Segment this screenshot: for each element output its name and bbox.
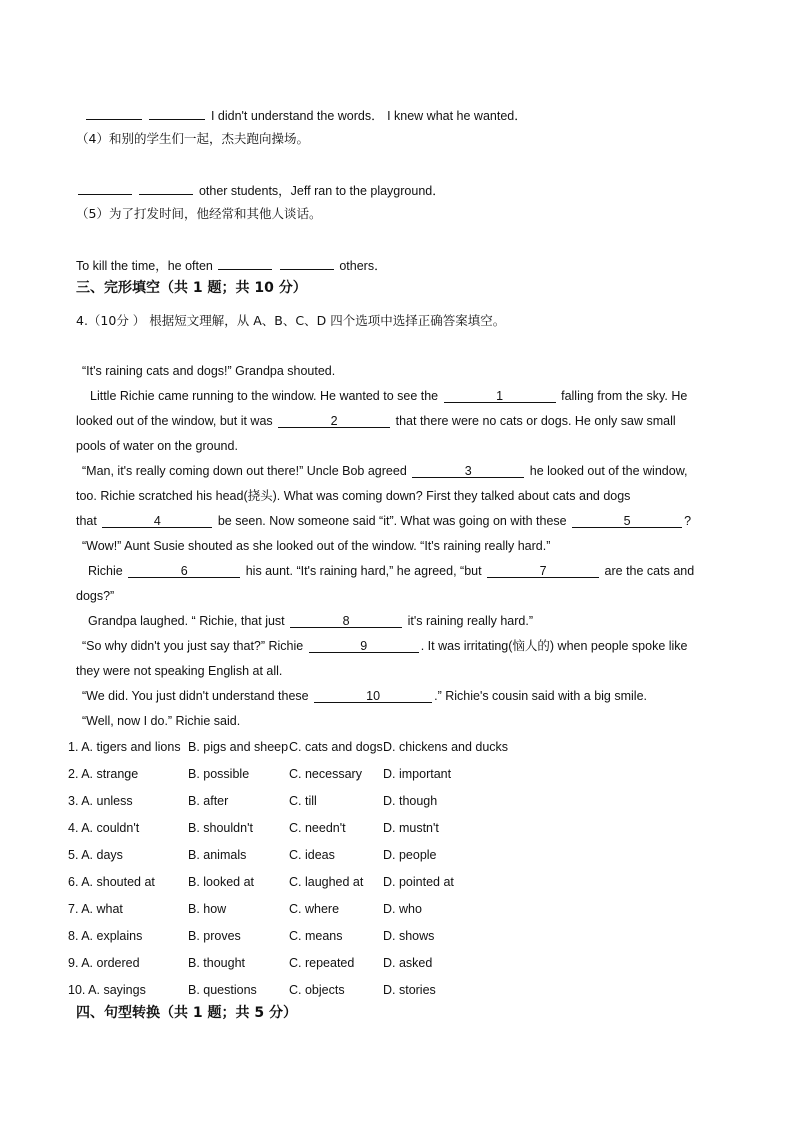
sentence-text: others． xyxy=(339,259,387,273)
cloze-blank-10[interactable]: 10 xyxy=(314,689,432,703)
option-1-B[interactable]: B. pigs and sheep xyxy=(188,740,289,754)
option-5-C[interactable]: C. ideas xyxy=(289,848,335,862)
option-7-C[interactable]: C. where xyxy=(289,902,340,916)
passage-line: “We did. You just didn't understand these 10 .” Richie's cousin said with a big smile. xyxy=(82,689,647,703)
passage-line: looked out of the window, but it was 2 that there were no cats or dogs. He only saw small xyxy=(76,414,676,428)
option-7-D[interactable]: D. who xyxy=(383,902,422,916)
sentence-text: To kill the time，he often xyxy=(76,259,213,273)
sentence-text: I didn't understand the words． I knew what he wanted． xyxy=(210,109,527,123)
passage-line: pools of water on the ground. xyxy=(76,439,238,453)
passage-line: “Well, now I do.” Richie said. xyxy=(82,714,241,728)
option-5-B[interactable]: B. animals xyxy=(188,848,247,862)
option-1-D[interactable]: D. chickens and ducks xyxy=(383,740,509,754)
option-2-A[interactable]: 2. A. strange xyxy=(68,767,139,781)
option-3-A[interactable]: 3. A. unless xyxy=(68,794,133,808)
passage-line: Grandpa laughed. “ Richie, that just 8 it's raining really hard.” xyxy=(88,614,533,628)
option-9-D[interactable]: D. asked xyxy=(383,956,433,970)
option-2-B[interactable]: B. possible xyxy=(188,767,250,781)
option-10-C[interactable]: C. objects xyxy=(289,983,345,997)
option-1-C[interactable]: C. cats and dogs xyxy=(289,740,383,754)
option-10-B[interactable]: B. questions xyxy=(188,983,257,997)
option-2-D[interactable]: D. important xyxy=(383,767,452,781)
prompt-4: （4）和别的学生们一起，杰夫跑向操场。 xyxy=(76,131,309,146)
sentence-text: other students，Jeff ran to the playground． xyxy=(198,184,445,198)
cloze-blank-9[interactable]: 9 xyxy=(309,639,419,653)
passage-line: Little Richie came running to the window. He wanted to see the 1 falling from the sky. He xyxy=(90,389,688,403)
passage-line: “Man, it's really coming down out there!” Uncle Bob agreed 3 he looked out of the window, xyxy=(82,464,688,478)
section-title-4: 四、句型转换（共 1 题；共 5 分） xyxy=(76,1005,297,1021)
passage-line: that 4 be seen. Now someone said “it”. What was going on with these 5 ? xyxy=(76,514,692,528)
cloze-blank-7[interactable]: 7 xyxy=(487,564,599,578)
answer-line-3 xyxy=(84,106,527,124)
option-6-A[interactable]: 6. A. shouted at xyxy=(68,875,155,889)
option-1-A[interactable]: 1. A. tigers and lions xyxy=(68,740,181,754)
option-10-A[interactable]: 10. A. sayings xyxy=(68,983,146,997)
passage-line: too. Richie scratched his head(挠头). What was coming down? First they talked about cats and dogs xyxy=(76,489,631,503)
passage-line: they were not speaking English at all. xyxy=(76,664,283,678)
cloze-blank-1[interactable]: 1 xyxy=(444,389,556,403)
option-8-D[interactable]: D. shows xyxy=(383,929,435,943)
option-7-B[interactable]: B. how xyxy=(188,902,227,916)
option-4-D[interactable]: D. mustn't xyxy=(383,821,439,835)
option-2-C[interactable]: C. necessary xyxy=(289,767,362,781)
option-7-A[interactable]: 7. A. what xyxy=(68,902,123,916)
option-8-B[interactable]: B. proves xyxy=(188,929,241,943)
cloze-blank-6[interactable]: 6 xyxy=(128,564,240,578)
prompt-5: （5）为了打发时间，他经常和其他人谈话。 xyxy=(76,206,322,221)
answer-line-4 xyxy=(76,181,445,199)
section-title-3: 三、完形填空（共 1 题；共 10 分） xyxy=(76,280,307,296)
answer-blank[interactable] xyxy=(139,181,193,195)
option-6-C[interactable]: C. laughed at xyxy=(289,875,364,889)
option-9-C[interactable]: C. repeated xyxy=(289,956,355,970)
cloze-blank-2[interactable]: 2 xyxy=(278,414,390,428)
option-10-D[interactable]: D. stories xyxy=(383,983,436,997)
option-5-A[interactable]: 5. A. days xyxy=(68,848,123,862)
option-3-D[interactable]: D. though xyxy=(383,794,438,808)
option-3-B[interactable]: B. after xyxy=(188,794,229,808)
cloze-blank-5[interactable]: 5 xyxy=(572,514,682,528)
passage-line: “So why didn't you just say that?” Richie 9 . It was irritating(恼人的) when people spoke like xyxy=(82,639,688,653)
option-4-B[interactable]: B. shouldn't xyxy=(188,821,253,835)
passage-line: “It's raining cats and dogs!” Grandpa shouted. xyxy=(82,364,336,378)
passage-line: Richie 6 his aunt. “It's raining hard,” he agreed, “but 7 are the cats and xyxy=(88,564,695,578)
cloze-blank-8[interactable]: 8 xyxy=(290,614,402,628)
option-8-C[interactable]: C. means xyxy=(289,929,343,943)
answer-blank[interactable] xyxy=(78,181,132,195)
answer-blank[interactable] xyxy=(280,256,334,270)
option-8-A[interactable]: 8. A. explains xyxy=(68,929,143,943)
answer-blank[interactable] xyxy=(149,106,205,120)
option-3-C[interactable]: C. till xyxy=(289,794,317,808)
answer-blank[interactable] xyxy=(218,256,272,270)
option-9-A[interactable]: 9. A. ordered xyxy=(68,956,140,970)
passage-line: dogs?” xyxy=(76,589,115,603)
option-4-C[interactable]: C. needn't xyxy=(289,821,346,835)
answer-blank[interactable] xyxy=(86,106,142,120)
cloze-blank-4[interactable]: 4 xyxy=(102,514,212,528)
option-6-B[interactable]: B. looked at xyxy=(188,875,255,889)
option-5-D[interactable]: D. people xyxy=(383,848,437,862)
option-9-B[interactable]: B. thought xyxy=(188,956,245,970)
cloze-blank-3[interactable]: 3 xyxy=(412,464,524,478)
answer-line-5 xyxy=(76,256,387,274)
question-4-intro: 4.（10分 ） 根据短文理解，从 A、B、C、D 四个选项中选择正确答案填空。 xyxy=(76,313,506,328)
option-6-D[interactable]: D. pointed at xyxy=(383,875,454,889)
passage-line: “Wow!” Aunt Susie shouted as she looked out of the window. “It's raining really hard.” xyxy=(82,539,551,553)
option-4-A[interactable]: 4. A. couldn't xyxy=(68,821,140,835)
